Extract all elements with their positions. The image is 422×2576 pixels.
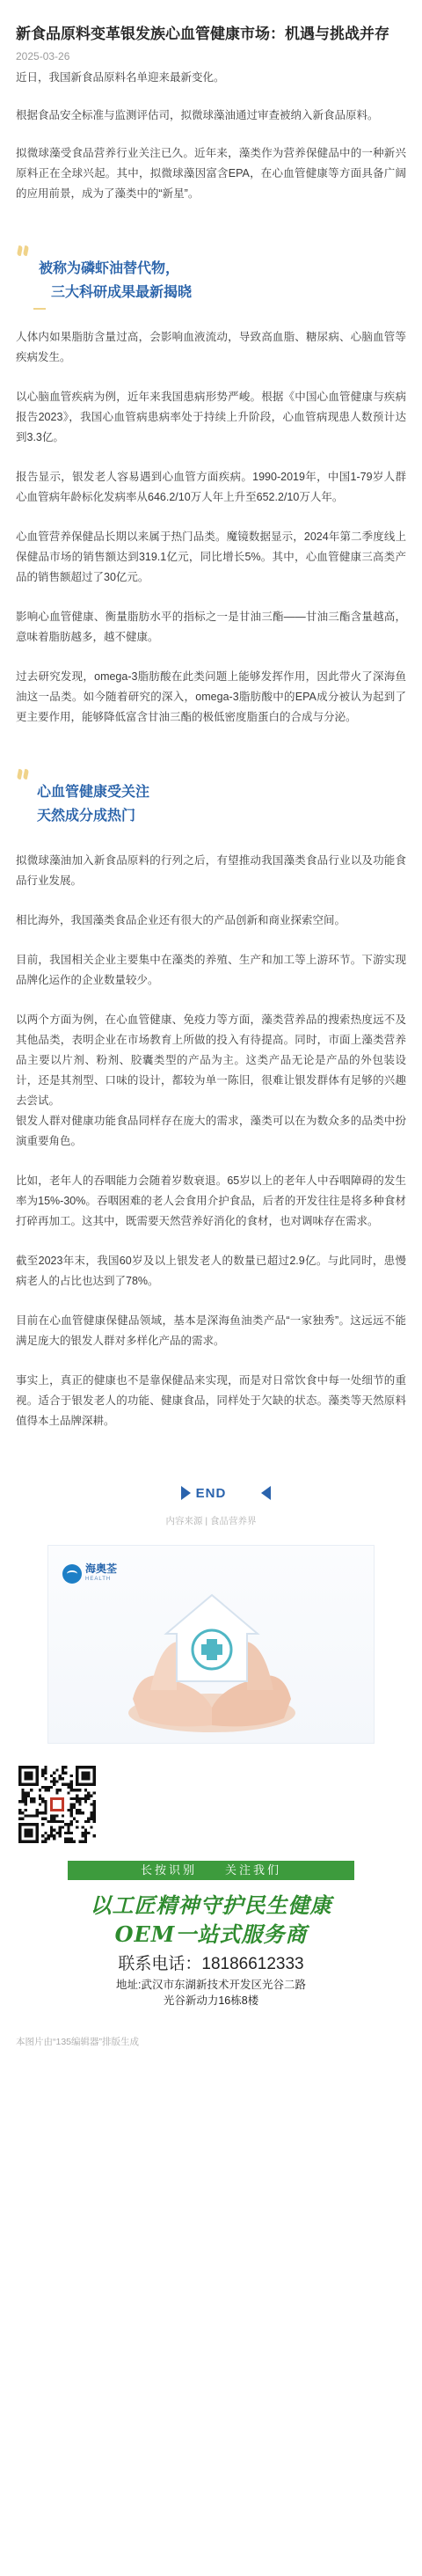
chevron-left-icon bbox=[261, 1486, 271, 1500]
brand-logo bbox=[62, 1563, 117, 1584]
section2-paragraph: 比如，老年人的吞咽能力会随着岁数衰退。65岁以上的老年人中吞咽障碍的发生率为15%-30%。吞咽困难的老人会食用介护食品，后者的开发往往是将多种食材打碎再加工。这其中，既需要天然营养好消化的食材，也对调味存在需求。 bbox=[16, 1175, 406, 1227]
chevron-right-icon bbox=[181, 1486, 191, 1500]
section1-paragraph: 心血管营养保健品长期以来属于热门品类。魔镜数据显示，2024年第二季度线上保健品市场的销售额达到319.1亿元，同比增长5%。其中，心血管健康三高类产品的销售额超过了30亿元。 bbox=[16, 531, 406, 583]
section-heading-line: 被称为磷虾油替代物， bbox=[39, 261, 180, 276]
brand-logo-name: 海奥荃 bbox=[85, 1562, 118, 1575]
section2-paragraph: 目前在心血管健康保健品领域，基本是深海鱼油类产品“一家独秀”。这远远不能满足庞大的银发人群对多样化产品的需求。 bbox=[16, 1314, 406, 1347]
slogan-line: OEM一站式服务商 bbox=[114, 1921, 308, 1947]
section-heading-line: 心血管健康受关注 bbox=[37, 785, 150, 800]
end-label: END bbox=[195, 1486, 227, 1501]
brand-logo-sub: HEALTH bbox=[85, 1577, 112, 1582]
section-heading-line: 三大科研成果最新揭晓 bbox=[51, 285, 193, 300]
qr-code[interactable] bbox=[16, 1763, 98, 1846]
contact-address: 地址:武汉市东湖新技术开发区光谷二路 bbox=[116, 1979, 306, 1991]
end-marker bbox=[16, 1482, 406, 1505]
section1-paragraph: 人体内如果脂肪含量过高，会影响血液流动，导致高血脂、糖尿病、心脑血管等疾病发生。 bbox=[16, 331, 406, 363]
section2-paragraph: 以两个方面为例，在心血管健康、免疫力等方面，藻类营养品的搜索热度远不及其他品类，表明企业在市场教育上所做的投入有待提高。同时，市面上藻类营养品主要以片剂、粉剂、胶囊类型的产品为主。这类产品无论是产品的外包装设计，还是其剂型、口味的设计，都较为单一陈旧，很难让银发群体有足够的兴趣去尝试。 bbox=[16, 1014, 406, 1107]
heading-accent-rule bbox=[33, 308, 46, 310]
quote-mark-icon bbox=[18, 245, 30, 264]
section2-paragraph: 事实上，真正的健康也不是靠保健品来实现，而是对日常饮食中每一处细节的重视。适合于银发老人的功能、健康食品，同样处于欠缺的状态。藻类等天然原料值得本土品牌深耕。 bbox=[16, 1374, 406, 1427]
section2-paragraph: 银发人群对健康功能食品同样存在庞大的需求，藻类可以在为数众多的品类中扮演重要角色。 bbox=[16, 1115, 406, 1147]
contact-phone: 联系电话：18186612333 bbox=[118, 1955, 304, 1973]
quote-mark-icon bbox=[18, 768, 30, 787]
section-heading-1 bbox=[16, 257, 406, 327]
section2-paragraph: 相比海外，我国藻类食品企业还有很大的产品创新和商业探索空间。 bbox=[16, 914, 346, 926]
intro-paragraph: 近日，我国新食品原料名单迎来最新变化。 bbox=[16, 71, 225, 84]
section1-paragraph: 过去研究发现，omega-3脂肪酸在此类问题上能够发挥作用，因此带火了深海鱼油这一品类。如今随着研究的深入，omega-3脂肪酸中的EPA成分被认为起到了更主要作用，能够降低富含甘油三酯的极低密度脂蛋白的合成与分泌。 bbox=[16, 670, 406, 723]
section2-paragraph: 截至2023年末，我国60岁及以上银发老人的数量已超过2.9亿。与此同时，患慢病老人的占比也达到了78%。 bbox=[16, 1255, 406, 1287]
intro-paragraph: 拟微球藻受食品营养行业关注已久。近年来，藻类作为营养保健品中的一种新兴原料正在全球兴起。其中，拟微球藻因富含EPA，在心血管健康等方面具备广阔的应用前景，成为了藻类中的“新星”。 bbox=[16, 147, 406, 200]
section2-paragraph: 拟微球藻油加入新食品原料的行列之后，有望推动我国藻类食品行业以及功能食品行业发展。 bbox=[16, 854, 406, 887]
section-heading-2 bbox=[16, 780, 406, 851]
slogan-line: 以工匠精神守护民生健康 bbox=[90, 1892, 332, 1918]
section2-paragraph: 目前，我国相关企业主要集中在藻类的养殖、生产和加工等上游环节。下游实现品牌化运作的企业数量较少。 bbox=[16, 954, 406, 986]
section1-paragraph: 报告显示，银发老人容易遇到心血管方面疾病。1990-2019年，中国1-79岁人群心血管病年龄标化发病率从646.2/10万人年上升至652.2/10万人年。 bbox=[16, 471, 406, 503]
contact-address: 光谷新动力16栋8楼 bbox=[163, 1994, 259, 2007]
intro-paragraph: 根据食品安全标准与监测评估司，拟微球藻油通过审查被纳入新食品原料。 bbox=[16, 109, 379, 121]
scan-to-follow-banner: 长按识别 关注我们 bbox=[68, 1861, 354, 1880]
brand-logo-icon bbox=[62, 1564, 82, 1584]
section1-paragraph: 以心脑血管疾病为例，近年来我国患病形势严峻。根据《中国心血管健康与疾病报告2023》，我国心血管病患病率处于持续上升阶段，心血管病现患人数预计达到3.3亿。 bbox=[16, 391, 406, 443]
section1-paragraph: 影响心血管健康、衡量脂肪水平的指标之一是甘油三酯——甘油三酯含量越高，意味着脂肪越多，越不健康。 bbox=[16, 611, 406, 643]
section-heading-line: 天然成分成热门 bbox=[37, 809, 136, 823]
article-date: 2025-03-26 bbox=[16, 50, 70, 62]
article-title: 新食品原料变革银发族心血管健康市场：机遇与挑战并存 bbox=[16, 26, 389, 42]
hands-house-illustration bbox=[115, 1558, 309, 1734]
brand-slogan bbox=[16, 1891, 406, 1949]
editor-footer-note: 本图片由“135编辑器”排版生成 bbox=[16, 2037, 140, 2047]
content-source: 内容来源 | 食品营养界 bbox=[165, 1516, 257, 1526]
brand-banner bbox=[47, 1545, 375, 1744]
